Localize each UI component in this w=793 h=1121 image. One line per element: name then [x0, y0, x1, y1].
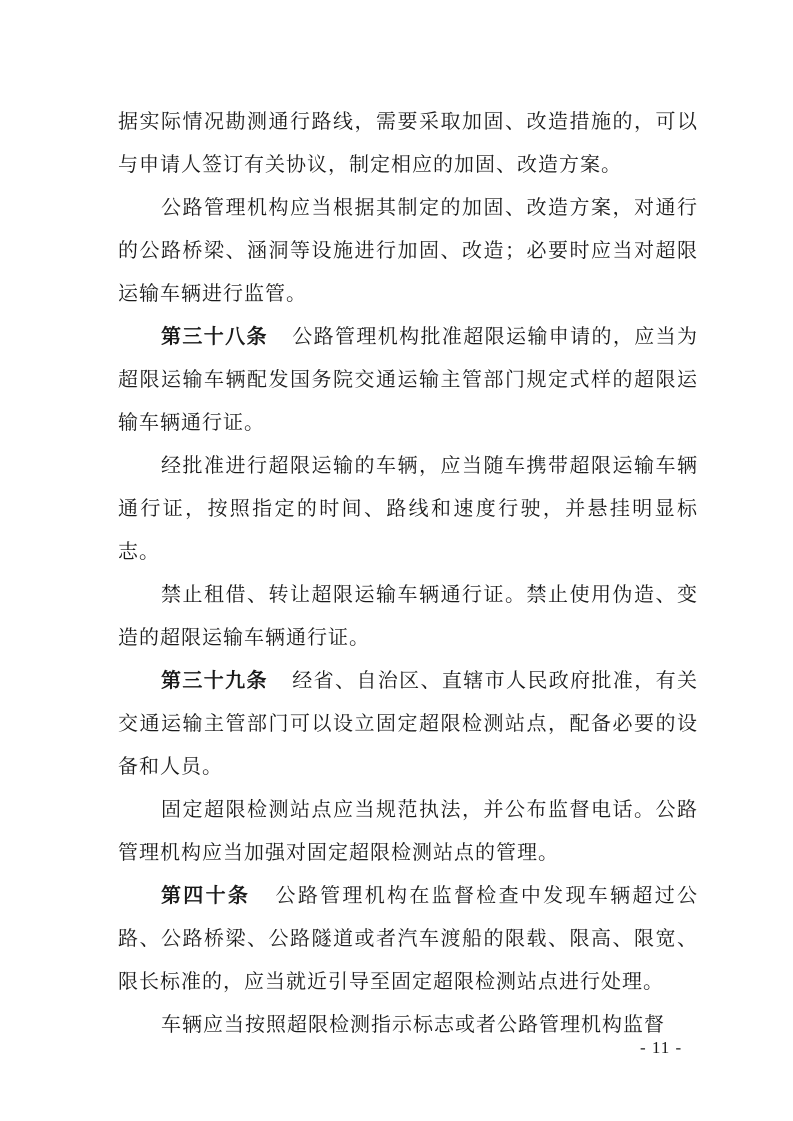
paragraph-text: 车辆应当按照超限检测指示标志或者公路管理机构监督 — [161, 1012, 665, 1036]
paragraph-text: 公路管理机构批准超限运输申请的，应当为超限运输车辆配发国务院交通运输主管部门规定式样的超限运输车辆通行证。 — [118, 324, 698, 434]
paragraph-continued — [118, 100, 698, 186]
page-number: - 11 - — [640, 1038, 683, 1057]
article-38 — [118, 315, 698, 444]
paragraph — [118, 788, 698, 874]
paragraph — [118, 186, 698, 315]
paragraph — [118, 1003, 698, 1046]
paragraph — [118, 444, 698, 573]
article-number: 第三十九条 — [161, 668, 268, 692]
paragraph-text: 禁止租借、转让超限运输车辆通行证。禁止使用伪造、变造的超限运输车辆通行证。 — [118, 582, 698, 649]
paragraph — [118, 573, 698, 659]
paragraph-text: 经省、自治区、直辖市人民政府批准，有关交通运输主管部门可以设立固定超限检测站点，配备必要的设备和人员。 — [118, 668, 698, 778]
paragraph-text: 公路管理机构应当根据其制定的加固、改造方案，对通行的公路桥梁、涵洞等设施进行加固、改造；必要时应当对超限运输车辆进行监管。 — [118, 195, 698, 305]
paragraph-text: 公路管理机构在监督检查中发现车辆超过公路、公路桥梁、公路隧道或者汽车渡船的限载、限高、限宽、限长标准的，应当就近引导至固定超限检测站点进行处理。 — [118, 883, 699, 993]
paragraph-text: 固定超限检测站点应当规范执法，并公布监督电话。公路管理机构应当加强对固定超限检测站点的管理。 — [118, 797, 698, 864]
paragraph-text: 经批准进行超限运输的车辆，应当随车携带超限运输车辆通行证，按照指定的时间、路线和速度行驶，并悬挂明显标志。 — [118, 453, 698, 563]
article-number: 第四十条 — [161, 883, 251, 907]
article-40 — [118, 874, 698, 1003]
article-39 — [118, 659, 698, 788]
article-number: 第三十八条 — [161, 324, 268, 348]
paragraph-text: 据实际情况勘测通行路线，需要采取加固、改造措施的，可以与申请人签订有关协议，制定相应的加固、改造方案。 — [118, 109, 698, 176]
